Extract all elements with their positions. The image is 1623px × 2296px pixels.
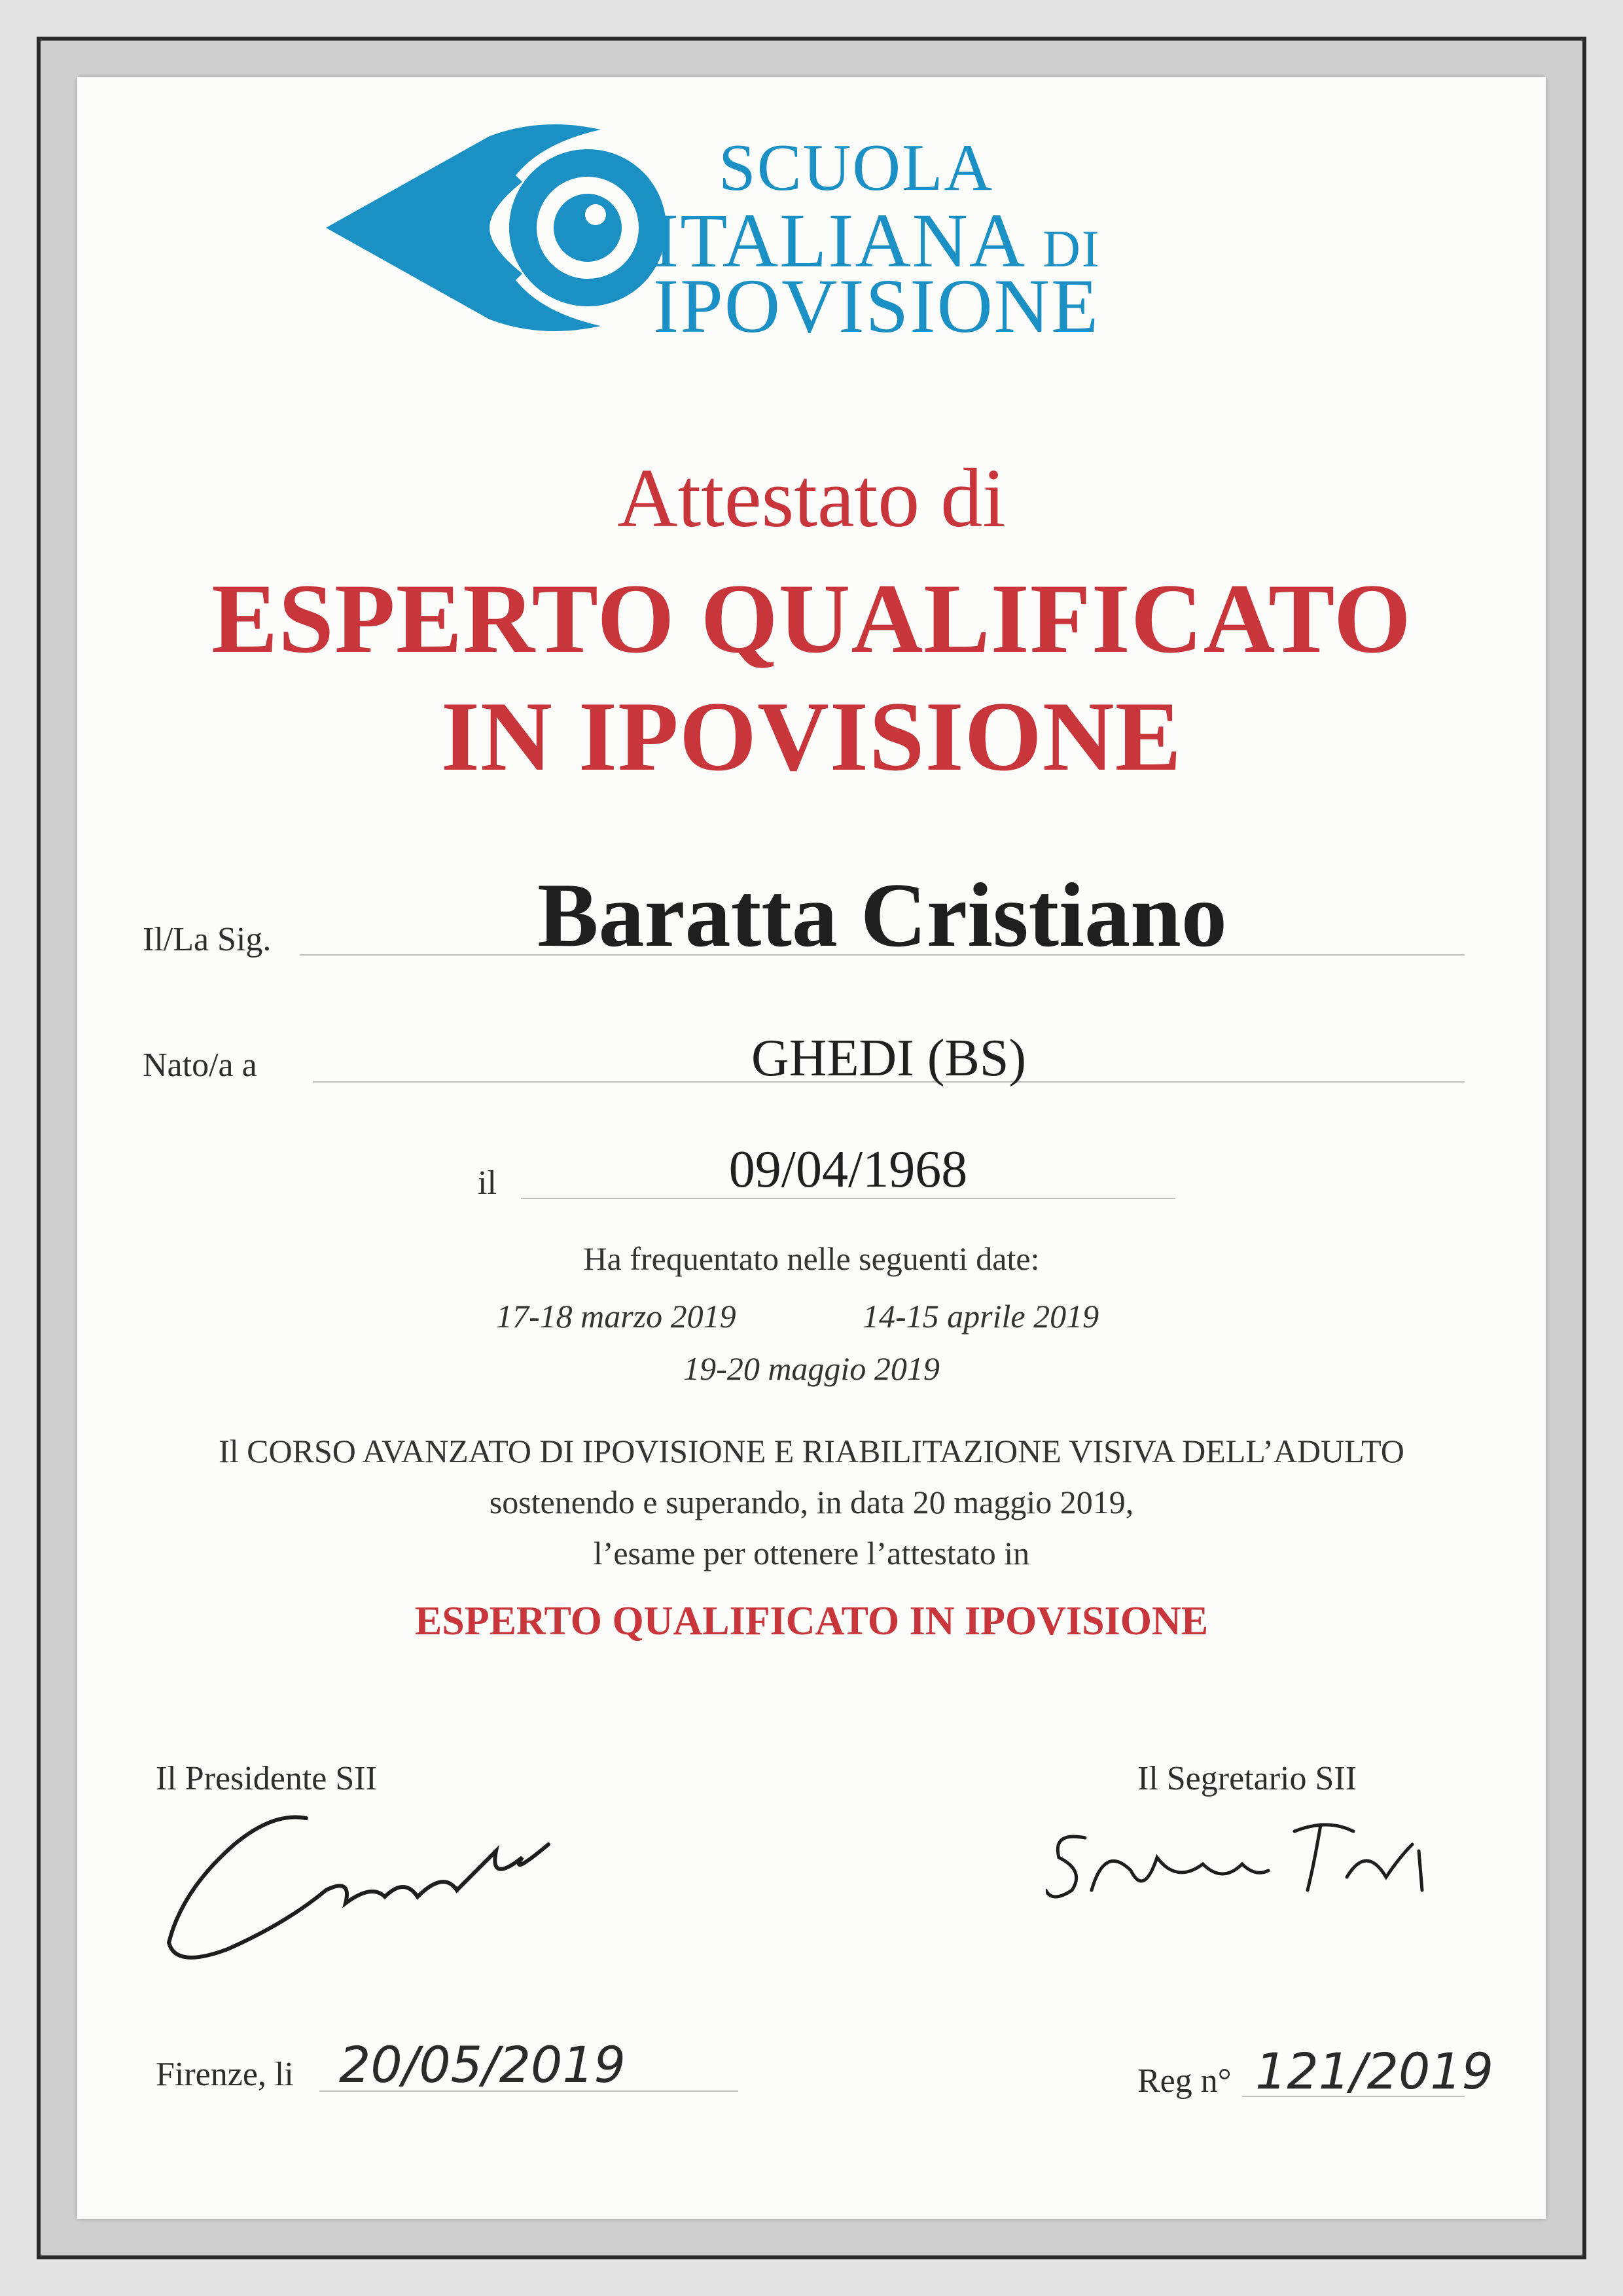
certificate-paper: [77, 77, 1546, 2219]
school-logo: [326, 117, 1373, 349]
title-esperto-qualificato: ESPERTO QUALIFICATO: [211, 564, 1412, 673]
title-in-ipovisione: IN IPOVISIONE: [440, 681, 1183, 791]
attendance-intro: Ha frequentato nelle seguenti date:: [583, 1240, 1040, 1277]
birthplace-value: GHEDI (BS): [751, 1030, 1026, 1087]
reg-label: Reg n°: [1137, 2062, 1232, 2100]
logo-di: DI: [1043, 221, 1101, 278]
attendance-date-3: 19-20 maggio 2019: [683, 1350, 940, 1387]
name-label: Il/La Sig.: [143, 921, 272, 958]
birthdate-value: 09/04/1968: [728, 1141, 968, 1198]
attendance-date-2: 14-15 aprile 2019: [863, 1298, 1099, 1335]
qualification-title: ESPERTO QUALIFICATO IN IPOVISIONE: [414, 1599, 1209, 1643]
birthplace-label: Nato/a a: [143, 1047, 257, 1084]
birthdate-label: il: [478, 1164, 497, 1202]
course-line-2: sostenendo e superando, in data 20 maggio 2019,: [489, 1484, 1134, 1520]
recipient-name: Baratta Cristiano: [537, 865, 1227, 966]
president-signature: [156, 1805, 562, 1975]
eye-logo-icon: [326, 117, 666, 339]
logo-ipovisione: IPOVISIONE: [653, 263, 1100, 349]
attendance-date-1: 17-18 marzo 2019: [496, 1298, 736, 1335]
secretary-signature: [1046, 1805, 1438, 1910]
issue-date: 20/05/2019: [339, 2036, 626, 2094]
logo-italiana: ITALIANA: [653, 198, 1022, 283]
registration-number: 121/2019: [1255, 2042, 1494, 2100]
title-attestato: Attestato di: [617, 452, 1006, 545]
secretary-label: Il Segretario SII: [1137, 1760, 1357, 1797]
logo-scuola: SCUOLA: [719, 131, 994, 205]
president-label: Il Presidente SII: [156, 1760, 377, 1797]
course-line-3: l’esame per ottenere l’attestato in: [593, 1535, 1030, 1571]
place-label: Firenze, li: [156, 2056, 294, 2093]
course-line-1: Il CORSO AVANZATO DI IPOVISIONE E RIABILITAZIONE VISIVA DELL’ADULTO: [219, 1433, 1404, 1469]
